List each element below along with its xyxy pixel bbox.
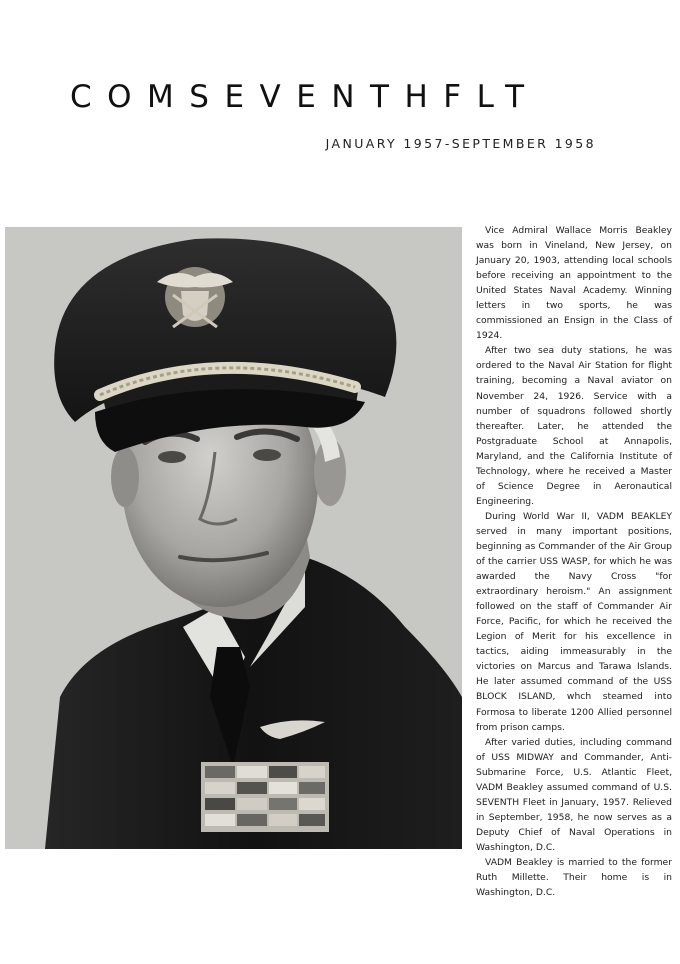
admiral-portrait xyxy=(5,227,462,849)
bio-paragraph: After two sea duty stations, he was ordered to the Naval Air Station for flight training, becoming a Naval aviator on November 24, 1926. Service with a number of squadrons followed shortly thereafter. Later, he attended the Postgraduate School at Annapolis, Maryland, and the California Institute of Technology, where he received a Master of Science Degree in Aeronautical Engineering. xyxy=(476,345,672,507)
page-title: COMSEVENTHFLT xyxy=(70,79,540,115)
bio-paragraph: VADM Beakley is married to the former Ruth Millette. Their home is in Washington, D.C. xyxy=(476,856,672,899)
biography-text xyxy=(476,223,672,900)
bio-paragraph: During World War II, VADM BEAKLEY served in many important positions, beginning as Commander of the Air Group of the carrier USS WASP, for which he was awarded the Navy Cross "for extraordinary heroism." An assignment followed on the staff of Commander Air Force, Pacific, for which he received the Legion of Merit for his excellence in tactics, aiding immeasurably in the victories on Marcus and Tarawa Islands. He later assumed command of the USS BLOCK ISLAND, whch steamed into Formosa to liberate 1200 Allied personnel from prison camps. xyxy=(476,510,672,733)
bio-paragraph: After varied duties, including command of USS MIDWAY and Commander, Anti-Submarine Force, U.S. Atlantic Fleet, VADM Beakley assumed command of U.S. SEVENTH Fleet in January, 1957. Relieved in September, 1958, he now serves as a Deputy Chief of Naval Operations in Washington, D.C. xyxy=(476,736,672,853)
bio-paragraph: Vice Admiral Wallace Morris Beakley was born in Vineland, New Jersey, on January 20, 1903, attending local schools before receiving an appointment to the United States Naval Academy. Winning letters in two sports, he was commissioned an Ensign in the Class of 1924. xyxy=(476,225,672,342)
date-range: JANUARY 1957-SEPTEMBER 1958 xyxy=(325,136,596,151)
